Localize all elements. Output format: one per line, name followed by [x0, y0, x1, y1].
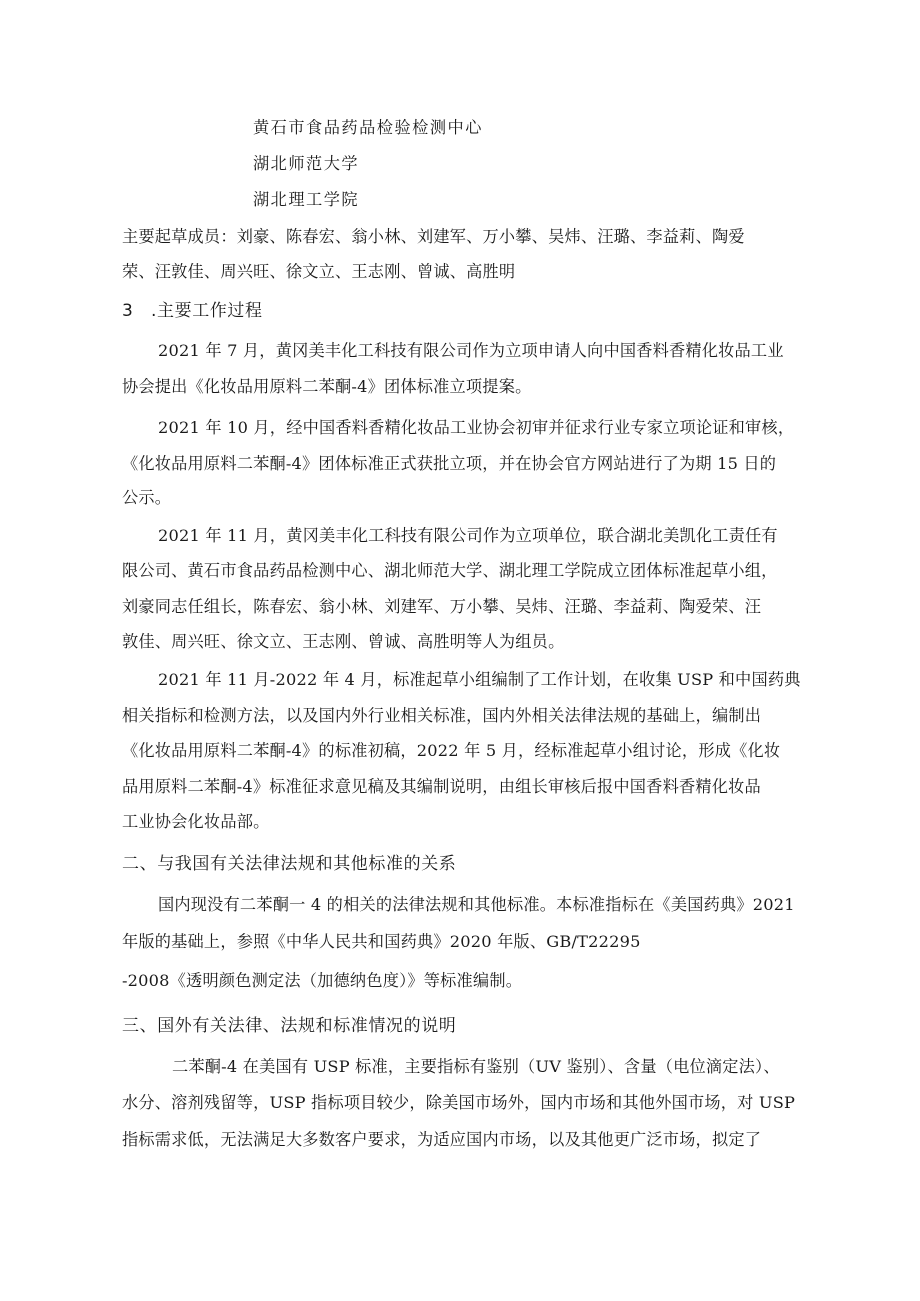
org-line: 湖北理工学院 — [253, 190, 360, 209]
paragraph-line: 品用原料二苯酮-4》标准征求意见稿及其编制说明，由组长审核后报中国香料香精化妆品 — [122, 777, 761, 796]
paragraph-line: 工业协会化妆品部。 — [122, 812, 270, 831]
paragraph-line: 《化妆品用原料二苯酮-4》的标准初稿，2022 年 5 月，经标准起草小组讨论，形成《化妆 — [122, 741, 781, 760]
paragraph-line: 公示。 — [122, 488, 172, 507]
paragraph-line: 敦佳、周兴旺、徐文立、王志刚、曾诚、高胜明等人为组员。 — [122, 632, 565, 651]
members-line: 主要起草成员：刘豪、陈春宏、翁小林、刘建军、万小攀、吴炜、汪璐、李益莉、陶爱 — [122, 227, 745, 246]
paragraph-line: 2021 年 11 月-2022 年 4 月，标准起草小组编制了工作计划，在收集 USP 和中国药典 — [158, 670, 801, 689]
paragraph-line: 限公司、黄石市食品药品检测中心、湖北师范大学、湖北理工学院成立团体标准起草小组， — [122, 561, 778, 580]
paragraph-line: 指标需求低，无法满足大多数客户要求，为适应国内市场，以及其他更广泛市场，拟定了 — [122, 1130, 762, 1149]
members-line: 荣、汪敦佳、周兴旺、徐文立、王志刚、曾诚、高胜明 — [122, 262, 516, 281]
paragraph-line: 年版的基础上，参照《中华人民共和国药典》2020 年版、GB/T22295 — [122, 932, 641, 951]
paragraph-line: 2021 年 11 月，黄冈美丰化工科技有限公司作为立项单位，联合湖北美凯化工责任有 — [158, 526, 778, 545]
paragraph-line: 2021 年 7 月，黄冈美丰化工科技有限公司作为立项申请人向中国香料香精化妆品工业 — [158, 341, 784, 360]
section-heading: 三、国外有关法律、法规和标准情况的说明 — [122, 1016, 457, 1036]
paragraph-line: 2021 年 10 月，经中国香料香精化妆品工业协会初审并征求行业专家立项论证和审核， — [158, 418, 795, 437]
paragraph-line: 刘豪同志任组长，陈春宏、翁小林、刘建军、万小攀、吴炜、汪璐、李益莉、陶爱荣、汪 — [122, 597, 762, 616]
section-heading: 3 .主要工作过程 — [122, 301, 263, 321]
paragraph-line: 二苯酮-4 在美国有 USP 标准，主要指标有鉴别（UV 鉴别）、含量（电位滴定法）、 — [172, 1057, 780, 1076]
org-line: 黄石市食品药品检验检测中心 — [253, 118, 483, 137]
paragraph-line: 《化妆品用原料二苯酮-4》团体标准正式获批立项，并在协会官方网站进行了为期 15 日的 — [122, 454, 777, 473]
paragraph-line: 水分、溶剂残留等，USP 指标项目较少，除美国市场外，国内市场和其他外国市场，对 USP — [122, 1093, 796, 1112]
paragraph-line: 相关指标和检测方法，以及国内外行业相关标准，国内外相关法律法规的基础上，编制出 — [122, 706, 762, 725]
section-heading: 二、与我国有关法律法规和其他标准的关系 — [122, 854, 457, 874]
paragraph-line: 国内现没有二苯酮一 4 的相关的法律法规和其他标准。本标准指标在《美国药典》2021 — [158, 895, 795, 914]
paragraph-line: 协会提出《化妆品用原料二苯酮-4》团体标准立项提案。 — [122, 377, 532, 396]
org-line: 湖北师范大学 — [253, 154, 360, 173]
paragraph-line: -2008《透明颜色测定法（加德纳色度）》等标准编制。 — [122, 971, 523, 990]
